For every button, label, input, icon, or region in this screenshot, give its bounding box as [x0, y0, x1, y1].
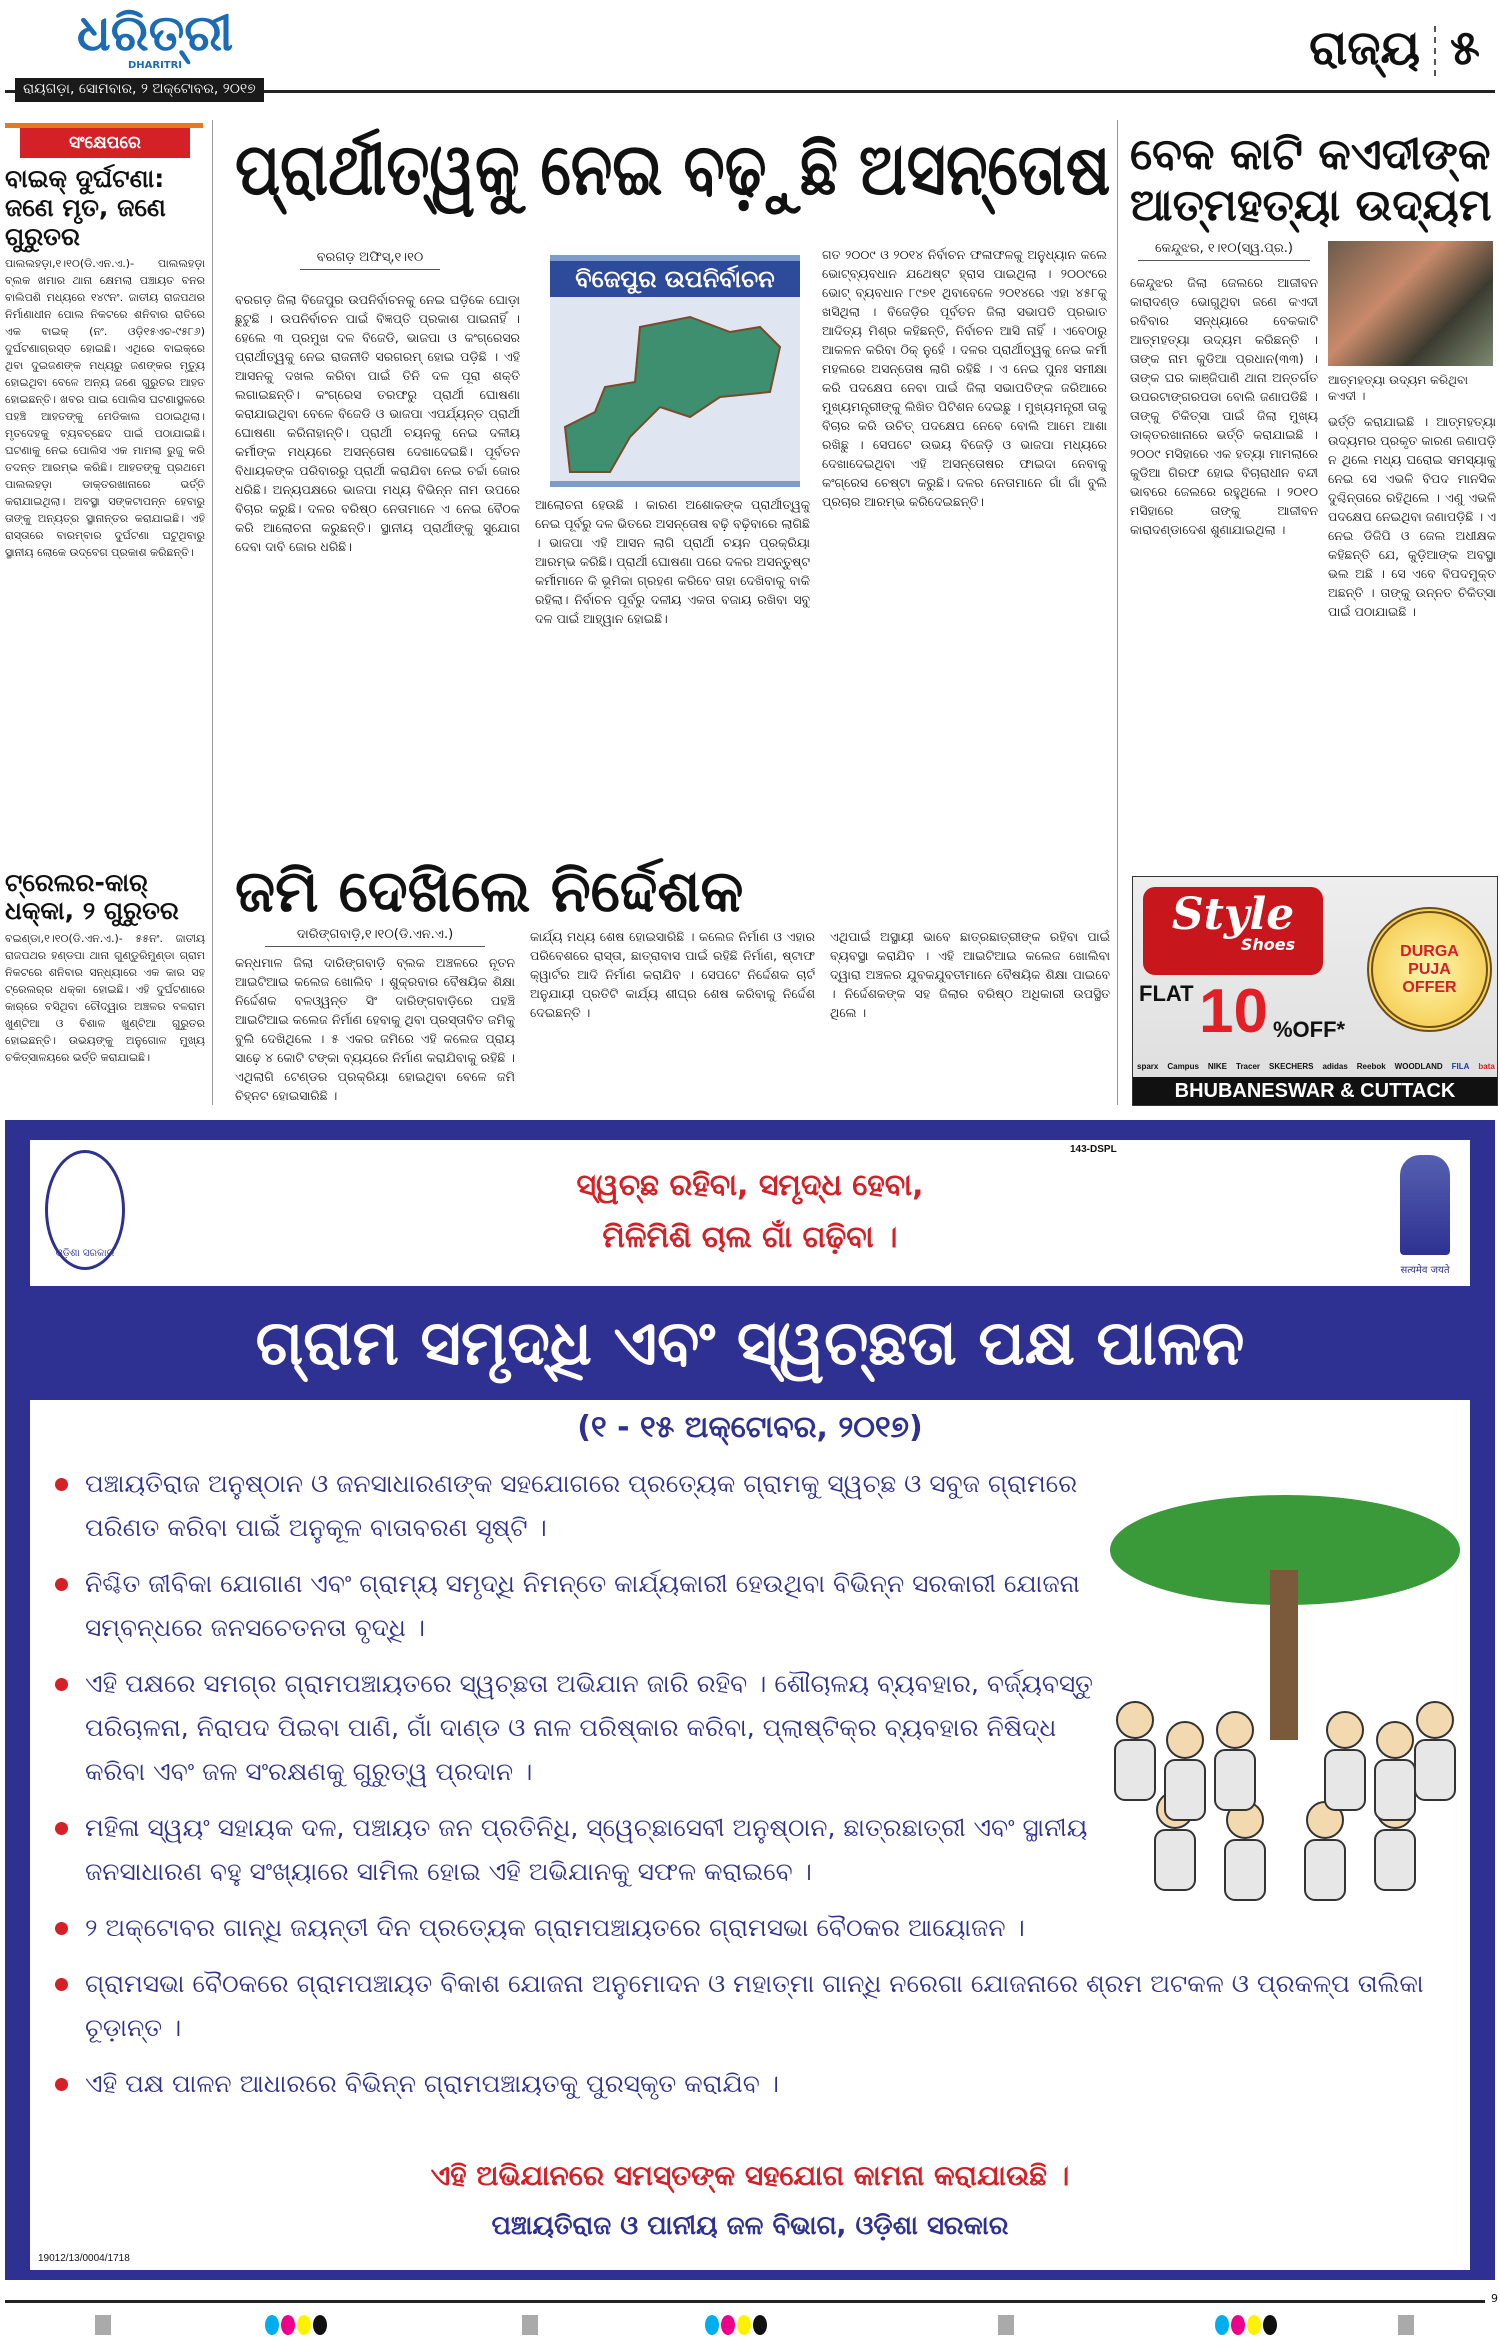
- campaign-point: ପଞ୍ଚାୟତିରାଜ ଅନୁଷ୍ଠାନ ଓ ଜନସାଧାରଣଙ୍କ ସହଯୋଗରେ ପ୍ରତ୍ୟେକ ଗ୍ରାମକୁ ସ୍ୱଚ୍ଛ ଓ ସବୁଜ ଗ୍ରାମରେ ପରିଣତ କରିବା ପାଇଁ ଅନୁକୂଳ ବାତାବରଣ ସୃଷ୍ଟି ।: [55, 1462, 1115, 1550]
- campaign-point: ମହିଳା ସ୍ୱୟଂ ସହାୟକ ଦଳ, ପଞ୍ଚାୟତ ଜନ ପ୍ରତିନିଧି, ସ୍ୱେଚ୍ଛାସେବୀ ଅନୁଷ୍ଠାନ, ଛାତ୍ରଛାତ୍ରୀ ଏବଂ ସ୍ଥାନୀୟ ଜନସାଧାରଣ ବହୁ ସଂଖ୍ୟାରେ ସାମିଲ ହୋଇ ଏହି ଅଭିଯାନକୁ ସଫଳ କରାଇବେ ।: [55, 1806, 1115, 1894]
- briefs-column: [5, 165, 205, 1100]
- brief-headline: ବାଇକ୍ ଦୁର୍ଘଟଣା: ଜଣେ ମୃତ, ଜଣେ ଗୁରୁତର: [5, 164, 166, 251]
- column-divider: [212, 120, 213, 1105]
- slogan-line-1: ସ୍ୱଚ୍ଛ ରହିବା, ସମୃଦ୍ଧ ହେବା,: [576, 1168, 924, 1203]
- lead-headline: ପ୍ରାର୍ଥୀତ୍ୱକୁ ନେଇ ବଢ଼ୁଛି ଅସନ୍ତୋଷ: [235, 127, 1111, 211]
- lead-byline: ବରଗଡ଼ ଅଫିସ୍,୧।୧୦: [300, 250, 440, 270]
- page-number: ୫: [1450, 20, 1480, 76]
- second-body-col3: ଏଥିପାଇଁ ଅସ୍ଥାୟୀ ଭାବେ ଛାତ୍ରଛାତ୍ରୀଙ୍କ ରହିବା ପାଇଁ ବ୍ୟବସ୍ଥା କରାଯିବ । ଏହି ଆଇଟିଆଇ କଲେଜ ଖୋଲିବା ଦ୍ୱାରା ଅଞ୍ଚଳର ଯୁବକଯୁବତୀମାନେ ବୈଷୟିକ ଶିକ୍ଷା ପାଇବେ । ନିର୍ଦ୍ଦେଶକଙ୍କ ସହ ଜିଲାର ବରିଷ୍ଠ ଅଧିକାରୀ ଉପସ୍ଥିତ ଥିଲେ ।: [830, 929, 1110, 1020]
- brief-headline: ଟ୍ରେଲର-କାର୍ ଧକ୍କା, ୨ ଗୁରୁତର: [5, 867, 179, 926]
- flat-label: FLAT: [1139, 981, 1194, 1006]
- appeal-text: ଏହି ଅଭିଯାନରେ ସମସ୍ତଙ୍କ ସହଯୋଗ କାମନା କରାଯାଉଛି ।: [430, 2159, 1070, 2192]
- photo-caption: ଆତ୍ମହତ୍ୟା ଉଦ୍ୟମ କରିଥିବା କଏଦୀ ।: [1328, 373, 1468, 404]
- right-column-left: [1130, 241, 1318, 855]
- ad-header-panel: [30, 1140, 1470, 1286]
- prisoner-photo: [1328, 241, 1493, 366]
- folio-number: 9: [1491, 2292, 1498, 2305]
- lead-body-col3: ଗତ ୨୦୦୯ ଓ ୨୦୧୪ ନିର୍ବାଚନ ଫଳାଫଳକୁ ଅନୁଧ୍ୟାନ କଲେ ଭୋଟ୍‌ବ୍ୟବଧାନ ଯଥେଷ୍ଟ ହ୍ରାସ ପାଇଥିଲା । ୨୦୦୯ରେ ଭୋଟ୍ ବ୍ୟବଧାନ ୮୯୭୧ ଥିବାବେଳେ ୨୦୧୪ରେ ଏହା ୪୫୮କୁ ଖସିଥିଲା । ବିଜେଡ଼ିର ପୂର୍ବତନ ଜିଲା ସଭାପତି ପ୍ରଭାତ ଆଦିତ୍ୟ ମିଶ୍ର କହିଛନ୍ତି, ନିର୍ବାଚନ ଆସି ନାହିଁ । ଏବେଠାରୁ ଆକଳନ କରିବା ଠିକ୍ ନୁହେଁ । ଦଳର ପ୍ରାର୍ଥୀତ୍ୱକୁ ନେଇ କର୍ମୀ ମହଲରେ ଅସନ୍ତୋଷ ଲାଗି ରହିଛି । ଏ ନେଇ ପୁନଃ ସମୀକ୍ଷା କରି ପଦକ୍ଷେପ ନେବା ପାଇଁ ଜିଲା ସଭାପତିଙ୍କ ଜରିଆରେ ମୁଖ୍ୟମନ୍ତ୍ରୀଙ୍କୁ ଲିଖିତ ପିଟିଶନ ଦେଇଛୁ । ମୁଖ୍ୟମନ୍ତ୍ରୀ ତାକୁ ବିଚାର କରି ଉଚିତ୍ ପଦକ୍ଷେପ ନେବେ ବୋଲି ଆମେ ଆଶା ରଖିଛୁ । ସେପଟେ ଉଭୟ ବିଜେଡ଼ି ଓ ଭାଜପା ମଧ୍ୟରେ ଦେଖାଦେଇଥିବା ଏହି ଅସନ୍ତୋଷର ଫାଇଦା ନେବାକୁ କଂଗ୍ରେସ ଚେଷ୍ଟା କରୁଛି। ଦଳର ନେତାମାନେ ଗାଁ ଗାଁ ବୁଲି ପ୍ରଚାର ଆରମ୍ଭ କରିଦେଇଛନ୍ତି।: [822, 247, 1107, 509]
- national-emblem-icon: [1400, 1155, 1450, 1255]
- right-story: [1130, 130, 1498, 855]
- campaign-point: ଏହି ପକ୍ଷରେ ସମଗ୍ର ଗ୍ରାମପଞ୍ଚାୟତରେ ସ୍ୱଚ୍ଛତା ଅଭିଯାନ ଜାରି ରହିବ । ଶୌଚାଳୟ ବ୍ୟବହାର, ବର୍ଜ୍ୟବସ୍ତୁ ପରିଚାଳନା, ନିରାପଦ ପିଇବା ପାଣି, ଗାଁ ଦାଣ୍ଡ ଓ ନାଳ ପରିଷ୍କାର କରିବା, ପ୍ଲାଷ୍ଟିକ୍‌ର ବ୍ୟବହାର ନିଷିଦ୍ଧ କରିବା ଏବଂ ଜଳ ସଂରକ୍ଷଣକୁ ଗୁରୁତ୍ୱ ପ୍ରଦାନ ।: [55, 1662, 1115, 1794]
- dateline: ରାୟଗଡ଼ା, ସୋମବାର, ୨ ଅକ୍ଟୋବର, ୨୦୧୭: [15, 78, 264, 102]
- ad-code: 143-DSPL: [1070, 1144, 1117, 1155]
- second-body-col1: କନ୍ଧମାଳ ଜିଲା ଦାରିଙ୍ଗବାଡ଼ି ବ୍ଲକ ଅଞ୍ଚଳରେ ନୂତନ ଆଇଟିଆଇ କଲେଜ ଖୋଲିବ । ଶୁକ୍ରବାର ବୈଷୟିକ ଶିକ୍ଷା ନିର୍ଦ୍ଦେଶକ ବଳଓ୍ୱନ୍ତ ସିଂ ଦାରିଙ୍ଗବାଡ଼ିରେ ପହଞ୍ଚି ଆଇଟିଆଇ କଲେଜ ନିର୍ମାଣ ହେବାକୁ ଥିବା ପ୍ରସ୍ତାବିତ ଜମିକୁ ବୁଲି ଦେଖିଥିଲେ । ୫ ଏକର ଜମିରେ ଏହି କଲେଜ ପ୍ରାୟ ସାଢ଼େ ୪ କୋଟି ଟଙ୍କା ବ୍ୟୟରେ ନିର୍ମାଣ କରାଯିବାକୁ ରହିଛି । ଏଥିଲାଗି ଟେଣ୍ଡର ପ୍ରକ୍ରିୟା ହୋଇଥିବା ବେଳେ ଜମି ଚିହ୍ନଟ ହୋଇସାରିଛି ।: [235, 955, 515, 1103]
- campaign-dates: (୧ - ୧୫ ଅକ୍ଟୋବର, ୨୦୧୭): [577, 1410, 923, 1445]
- campaign-point: ଏହି ପକ୍ଷ ପାଳନ ଆଧାରରେ ବିଭିନ୍ନ ଗ୍ରାମପଞ୍ଚାୟତକୁ ପୁରସ୍କୃତ କରାଯିବ ।: [55, 2062, 1455, 2106]
- second-body-col2: କାର୍ଯ୍ୟ ମଧ୍ୟ ଶେଷ ହୋଇସାରିଛି । କଲେଜ ନିର୍ମାଣ ଓ ଏହାର ପରିବେଶରେ ରାସ୍ତା, ଛାତ୍ରାବାସ ପାଇଁ ରହିଛି ନିର୍ମାଣ, ଷ୍ଟାଫ କ୍ୱାର୍ଟର ଆଦି ନିର୍ମାଣ କରାଯିବ । ସେପଟେ ନିର୍ଦ୍ଦେଶକ ଚାର୍ଟ ଅନୁଯାୟୀ ପ୍ରତିଟି କାର୍ଯ୍ୟ ଶୀଘ୍ର ଶେଷ କରିବାକୁ ନିର୍ଦ୍ଦେଶ ଦେଇଛନ୍ତି ।: [530, 929, 815, 1020]
- right-story-columns: [1130, 241, 1498, 855]
- emblem-motto: सत्यमेव जयते: [1400, 1265, 1450, 1276]
- slogan-line-2: ମିଳିମିଶି ଚାଲ ଗାଁ ଗଢ଼ିବା ।: [602, 1220, 898, 1255]
- campaign-point: ଗ୍ରାମସଭା ବୈଠକରେ ଗ୍ରାମପଞ୍ଚାୟତ ବିକାଶ ଯୋଜନା ଅନୁମୋଦନ ଓ ମହାତ୍ମା ଗାନ୍ଧି ନରେଗା ଯୋଜନାରେ ଶ୍ରମ ଅଟକଳ ଓ ପ୍ରକଳ୍ପ ତାଲିକା ଚୂଡ଼ାନ୍ତ ।: [55, 1962, 1455, 2050]
- campaign-point: ୨ ଅକ୍ଟୋବର ଗାନ୍ଧି ଜୟନ୍ତୀ ଦିନ ପ୍ରତ୍ୟେକ ଗ୍ରାମପଞ୍ଚାୟତରେ ଗ୍ରାମସଭା ବୈଠକର ଆୟୋଜନ ।: [55, 1906, 1455, 1950]
- second-byline: ଦାରିଙ୍ଗବାଡ଼ି,୧।୧୦(ଡି.ଏନ.ଏ.): [265, 927, 485, 947]
- print-registration-marks: [0, 2315, 1500, 2335]
- village-gathering-illustration: [1095, 1490, 1465, 1960]
- durga-puja-offer-badge: DURGA PUJA OFFER: [1367, 907, 1492, 1032]
- ad-reference: 19012/13/0004/1718: [38, 2253, 130, 2264]
- briefs-label: ସଂକ୍ଷେପରେ: [20, 128, 190, 158]
- section-header: ରାଜ୍ୟ ୫: [1309, 20, 1480, 76]
- right-byline: କେନ୍ଦୁଝର, ୧।୧୦(ସ୍ୱ.ପ୍ର.): [1138, 241, 1310, 261]
- ad-locations: BHUBANESWAR & CUTTACK: [1133, 1077, 1497, 1105]
- second-col1: [235, 927, 515, 1103]
- brand-logo: Style Shoes: [1143, 887, 1323, 975]
- right-column-right: [1328, 241, 1496, 855]
- column-divider: [1117, 120, 1118, 1105]
- bijepur-map: [550, 297, 800, 477]
- style-shoes-ad: [1132, 876, 1498, 1106]
- footer-rule: [5, 2300, 1485, 2303]
- issuing-department: ପଞ୍ଚାୟତିରାଜ ଓ ପାନୀୟ ଜଳ ବିଭାଗ, ଓଡ଼ିଶା ସରକାର: [491, 2211, 1009, 2241]
- ad-content-panel: [30, 1400, 1470, 2270]
- right-headline: ବେକ କାଟି କଏଦୀଙ୍କ ଆତ୍ମହତ୍ୟା ଉଦ୍ୟମ: [1130, 129, 1492, 231]
- off-label: %OFF*: [1273, 1017, 1346, 1042]
- odisha-seal-icon: ଓଡ଼ିଶା ସରକାର: [45, 1150, 125, 1270]
- brief-body: ପାଲଲହଡ଼ା,୧।୧୦(ଡି.ଏନ.ଏ.)- ପାଲଲହଡ଼ା ବ୍ଲକ ଖମାର ଥାନା କ୍ଷେମଲା ପଞ୍ଚାୟତ ବନର ବାଲିପଶି ମଧ୍ୟରେ ୧୪୯ନଂ. ଜାତୀୟ ରାଜପଥର ନିର୍ମାଣାଧୀନ ପୋଲ ନିକଟରେ ଶନିବାର ରାତିରେ ଏକ ବାଇକ୍ (ନଂ. ଓଡ଼ି୧୫ଏଚ-୯୫୮୬) ଦୁର୍ଘଟଣାଗ୍ରସ୍ତ ହୋଇଛି। ଏଥିରେ ବାଇକ୍‌ରେ ଥିବା ଦୁଇଜଣଙ୍କ ମଧ୍ୟରୁ ଜଣଙ୍କର ମୃତ୍ୟୁ ହୋଇଥିବା ବେଳେ ଅନ୍ୟ ଜଣେ ଗୁରୁତର ଆହତ ହୋଇଛନ୍ତି। ଖବର ପାଇ ପୋଲିସ ଘଟଣାସ୍ଥଳରେ ପହଞ୍ଚି ଆହତଙ୍କୁ ମେଡିକାଲ ପଠାଇଥିଲା। ମୃତଦେହକୁ ବ୍ୟବଚ୍ଛେଦ ପାଇଁ ପଠାଯାଇଛି। ଘଟଣାକୁ ନେଇ ପୋଲିସ ଏକ ମାମଲା ରୁଜୁ କରି ତଦନ୍ତ ଆରମ୍ଭ କରିଛି। ଆହତଙ୍କୁ ପ୍ରଥମେ ପାଲଲହଡ଼ା ଡାକ୍ତରଖାନାରେ ଭର୍ତ୍ତି କରାଯାଇଥିଲା। ଅବସ୍ଥା ସଙ୍କଟାପନ୍ନ ହେବାରୁ ତାଙ୍କୁ ଅନ୍ୟତ୍ର ସ୍ଥାନାନ୍ତର କରାଯାଇଛି। ଏହି ରାସ୍ତାରେ ବାରମ୍ବାର ଦୁର୍ଘଟଣା ଘଟୁଥିବାରୁ ସ୍ଥାନୀୟ ଲୋକେ ଉଦ୍‌ବେଗ ପ୍ରକାଶ କରିଛନ୍ତି।: [5, 257, 205, 560]
- ad-title: ଗ୍ରାମ ସମୃଦ୍ଧି ଏବଂ ସ୍ୱଚ୍ଛତା ପକ୍ଷ ପାଳନ: [255, 1306, 1245, 1379]
- right-body-col2: ଭର୍ତ୍ତି କରାଯାଇଛି । ଆତ୍ମହତ୍ୟା ଉଦ୍ୟମର ପ୍ରକୃତ କାରଣ ଜଣାପଡ଼ି ନ ଥିଲେ ମଧ୍ୟ ଘରୋଇ ସମସ୍ୟାକୁ ନେଇ ସେ ଏଭଳି ବିପଦ ମାନସିକ ଦୁଶ୍ଚିନ୍ତାରେ ରହିଥିଲେ । ଏଣୁ ଏଭଳି ପଦକ୍ଷେପ ନେଇଥିବା ଜଣାପଡ଼ିଛି । ଏ ନେଇ ଡିଜିପି ଓ ଜେଲ ଅଧୀକ୍ଷକ କହିଛନ୍ତି ଯେ, କୁଡ଼ିଆଙ୍କ ଅବସ୍ଥା ଭଲ ଅଛି । ସେ ଏବେ ବିପଦମୁକ୍ତ ଅଛନ୍ତି । ତାଙ୍କୁ ଉନ୍ନତ ଚିକିତ୍ସା ପାଇଁ ପଠାଯାଇଛି ।: [1328, 414, 1496, 620]
- discount-value: 10: [1199, 977, 1268, 1046]
- lead-body-col2: ଆଲୋଚନା ହେଉଛି । କାରଣ ଅଶୋକଙ୍କ ପ୍ରାର୍ଥୀତ୍ୱକୁ ନେଇ ପୂର୍ବରୁ ଦଳ ଭିତରେ ଅସନ୍ତୋଷ ବଢ଼ି ବଢ଼ିବାରେ ଲାଗିଛି । ଭାଜପା ଏହି ଆସନ ଲାଗି ପ୍ରାର୍ଥୀ ଚୟନ ପ୍ରକ୍ରିୟା ଆରମ୍ଭ କରିଛି। ପ୍ରାର୍ଥୀ ଘୋଷଣା ପରେ ଦଳର ଅସନ୍ତୁଷ୍ଟ କର୍ମୀମାନେ କି ଭୂମିକା ଗ୍ରହଣ କରିବେ ତାହା ଦେଖିବାକୁ ବାକି ରହିଲା। ନିର୍ବାଚନ ପୂର୍ବରୁ ଦଳୀୟ ଏକତା ବଜାୟ ରଖିବା ସବୁ ଦଳ ପାଇଁ ଆହ୍ୱାନ ହୋଇଛି।: [535, 497, 810, 626]
- campaign-point: ନିଶ୍ଚିତ ଜୀବିକା ଯୋଗାଣ ଏବଂ ଗ୍ରାମ୍ୟ ସମୃଦ୍ଧି ନିମନ୍ତେ କାର୍ଯ୍ୟକାରୀ ହେଉଥିବା ବିଭିନ୍ନ ସରକାରୀ ଯୋଜନା ସମ୍ବନ୍ଧରେ ଜନସଚେତନତା ବୃଦ୍ଧି ।: [55, 1562, 1115, 1650]
- brief-body: ବଇଣ୍ଡା,୧।୧୦(ଡି.ଏନ.ଏ.)- ୫୫ନଂ. ଜାତୀୟ ରାଜପଥର ହଣ୍ଡପା ଥାନା ଗୁଣ୍ଡୁରିମୁଣ୍ଡା ଗ୍ରାମ ନିକଟରେ ଶନିବାର ସନ୍ଧ୍ୟାରେ ଏକ କାର ସହ ଟ୍ରେଲର୍‌ର ଧକ୍କା ହୋଇଛି। ଏହି ଦୁର୍ଘଟଣାରେ କାର୍‌ରେ ବସିଥିବା ଚୌଦ୍ୱାର ଅଞ୍ଚଳର ବଳରାମ ଖୁଣ୍ଟିଆ ଓ ବିଶାଳ ଖୁଣ୍ଟିଆ ଗୁରୁତର ହୋଇଛନ୍ତି। ଉଭୟଙ୍କୁ ଅନୁଗୋଳ ମୁଖ୍ୟ ଚକିତ୍ସାଳୟରେ ଭର୍ତ୍ତି କରାଯାଇଛି।: [5, 932, 205, 1064]
- brand-strip: sparx Campus NIKE Tracer SKECHERS adidas Reebok WOODLAND FILA bata: [1137, 1062, 1495, 1071]
- govt-advertisement: [5, 1120, 1495, 2280]
- newspaper-logo: ଧରିତ୍ରୀ DHARITRI: [76, 4, 234, 71]
- second-headline: ଜମି ଦେଖିଲେ ନିର୍ଦ୍ଦେଶକ: [235, 857, 744, 925]
- map-box: [550, 255, 800, 487]
- lead-body-col1: ବରଗଡ଼ ଜିଲା ବିଜେପୁର ଉପନିର୍ବାଚନକୁ ନେଇ ଘଡ଼ିକେ ଘୋଡ଼ା ଛୁଟୁଛି । ଉପନିର୍ବାଚନ ପାଇଁ ବିଜ୍ଞପ୍ତି ପ୍ରକାଶ ପାଇନାହିଁ । ହେଲେ ୩ ପ୍ରମୁଖ ଦଳ ବିଜେଡି, ଭାଜପା ଓ କଂଗ୍ରେସର ପ୍ରାର୍ଥୀତ୍ୱକୁ ନେଇ ରାଜନୀତି ସରଗରମ୍ ହୋଇ ପଡ଼ିଛି । ଏହି ଆସନକୁ ଦଖଲ କରିବା ପାଇଁ ତିନି ଦଳ ପୂରା ଶକ୍ତି ଲଗାଇଛନ୍ତି। କଂଗ୍ରେସ ତରଫରୁ ପ୍ରାର୍ଥୀ ଘୋଷଣା କରାଯାଇଥିବା ବେଳେ ବିଜେଡି ଓ ଭାଜପା ଏପର୍ଯ୍ୟନ୍ତ ପ୍ରାର୍ଥୀ ଘୋଷଣା କରିନାହାନ୍ତି। ପ୍ରାର୍ଥୀ ଚୟନକୁ ନେଇ ଦଳୀୟ କର୍ମୀଙ୍କ ମଧ୍ୟରେ ଅସନ୍ତୋଷ ଦେଖାଦେଇଛି। ପୂର୍ବତନ ବିଧାୟକଙ୍କ ପରିବାରରୁ ପ୍ରାର୍ଥୀ କରାଯିବା ନେଇ ଚର୍ଚ୍ଚା ଜୋର ଧରିଛି। ଅନ୍ୟପକ୍ଷରେ ଭାଜପା ମଧ୍ୟ ବିଭିନ୍ନ ନାମ ଉପରେ ବିଚାର କରୁଛି। ଦଳର ବରିଷ୍ଠ ନେତାମାନେ ଏ ନେଇ ବୈଠକ କରି ଆଲୋଚନା କରୁଛନ୍ତି। ସ୍ଥାନୀୟ ପ୍ରାର୍ଥୀଙ୍କୁ ସୁଯୋଗ ଦେବା ଦାବି ଜୋର ଧରିଛି।: [235, 292, 520, 554]
- right-body-col1: କେନ୍ଦୁଝର ଜିଲା ଜେଲରେ ଆଜୀବନ କାରାଦଣ୍ଡ ଭୋଗୁଥିବା ଜଣେ କଏଦୀ ରବିବାର ସନ୍ଧ୍ୟାରେ ବେକକାଟି ଆତ୍ମହତ୍ୟା ଉଦ୍ୟମ କରିଛନ୍ତି । ତାଙ୍କ ନାମ କୁଡିଆ ପ୍ରଧାନ(୩୩) । ତାଙ୍କ ଘର କାଞ୍ଜିପାଣି ଥାନା ଅନ୍ତର୍ଗତ ଉପରଟାଙ୍ଗରପଡା ବୋଲି ଜଣାପଡିଛି । ତାଙ୍କୁ ଚିକିତ୍ସା ପାଇଁ ଜିଲା ମୁଖ୍ୟ ଡାକ୍ତରଖାନାରେ ଭର୍ତ୍ତି କରାଯାଇଛି । ୨୦୦୯ ମସିହାରେ ଏକ ହତ୍ୟା ମାମଲାରେ କୁଡିଆ ଗିରଫ ହୋଇ ବିଚାରାଧୀନ ବନ୍ଦୀ ଭାବରେ ଜେଲରେ ରହୁଥିଲେ । ୨୦୧୦ ମସିହାରେ ତାଙ୍କୁ ଆଜୀବନ କାରାଦଣ୍ଡାଦେଶ ଶୁଣାଯାଇଥିଲା ।: [1130, 275, 1318, 538]
- map-title: ବିଜେପୁର ଉପନିର୍ବାଚନ: [550, 261, 800, 297]
